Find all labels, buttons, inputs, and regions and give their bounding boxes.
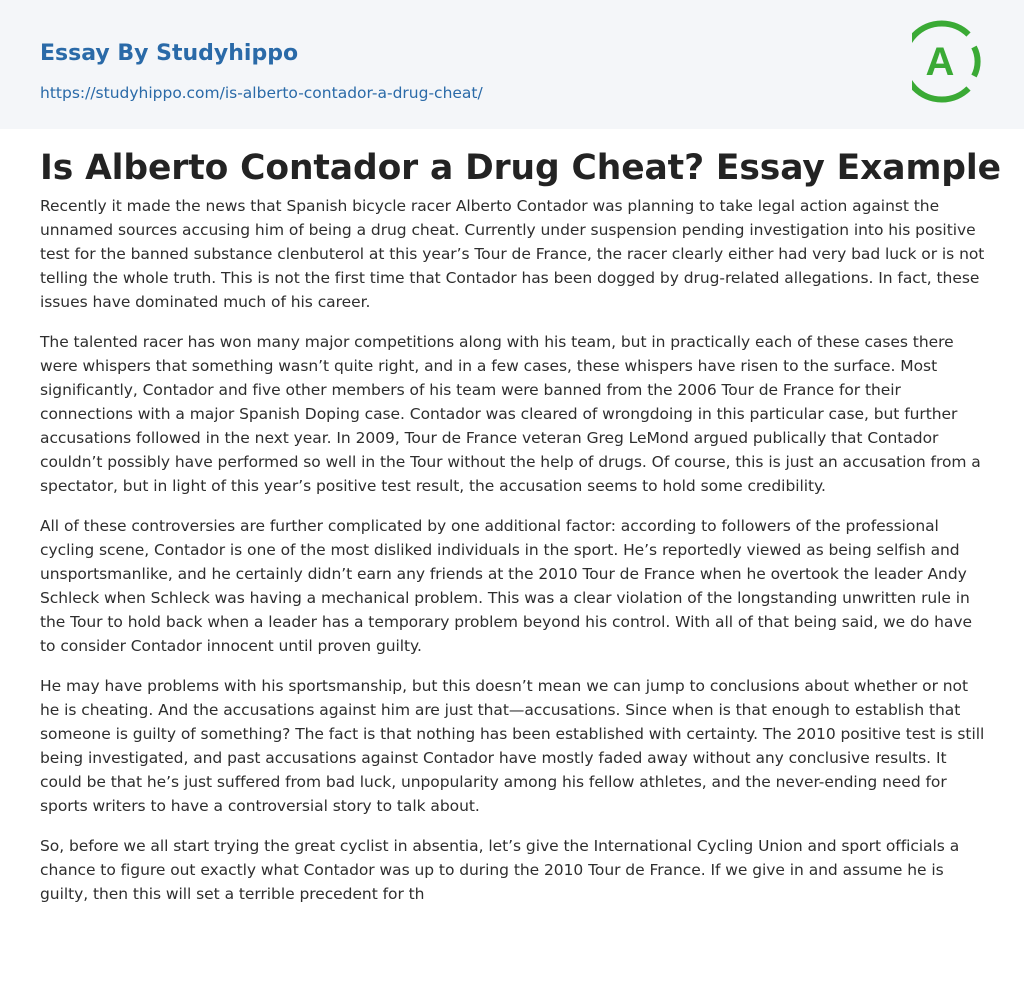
essay-paragraph: All of these controversies are further complicated by one additional factor: according to followers of the professional cycling scene, Contador is one of the most disliked individuals in the sport. He’s reportedly viewed as being selfish and unsportsmanlike, and he certainly didn’t earn any friends at the 2010 Tour de France when he overtook the leader Andy Schleck when Schleck was having a mechanical problem. This was a clear violation of the longstanding unwritten rule in the Tour to hold back when a leader has a temporary problem beyond his control. With all of that being said, we do have to consider Contador innocent until proven guilty. [40, 517, 972, 655]
essay-content [0, 129, 1024, 906]
essay-paragraph: The talented racer has won many major competitions along with his team, but in practically each of these cases there were whispers that something wasn’t quite right, and in a few cases, these whispers have risen to the surface. Most significantly, Contador and five other members of his team were banned from the 2006 Tour de France for their connections with a major Spanish Doping case. Contador was cleared of wrongdoing in this particular case, but further accusations followed in the next year. In 2009, Tour de France veteran Greg LeMond argued publically that Contador couldn’t possibly have performed so well in the Tour without the help of drugs. Of course, this is just an accusation from a spectator, but in light of this year’s positive test result, the accusation seems to hold some credibility. [40, 333, 981, 495]
essay-paragraph: He may have problems with his sportsmanship, but this doesn’t mean we can jump to conclusions about whether or not he is cheating. And the accusations against him are just that—accusations. Since when is that enough to establish that someone is guilty of something? The fact is that nothing has been established with certainty. The 2010 positive test is still being investigated, and past accusations against Contador have mostly faded away without any conclusive results. It could be that he’s just suffered from bad luck, unpopularity among his fellow athletes, and the never-ending need for sports writers to have a controversial story to talk about. [40, 677, 985, 815]
essay-paragraph: Recently it made the news that Spanish bicycle racer Alberto Contador was planning to take legal action against the unnamed sources accusing him of being a drug cheat. Currently under suspension pending investigation into his positive test for the banned substance clenbuterol at this year’s Tour de France, the racer clearly either had very bad luck or is not telling the whole truth. This is not the first time that Contador has been dogged by drug-related allegations. In fact, these issues have dominated much of his career. [40, 197, 985, 311]
essay-url-link[interactable]: https://studyhippo.com/is-alberto-contador-a-drug-cheat/ [40, 84, 483, 102]
essay-paragraph: So, before we all start trying the great cyclist in absentia, let’s give the International Cycling Union and sport officials a chance to figure out exactly what Contador was up to during the 2010 Tour de France. If we give in and assume he is guilty, then this will set a terrible precedent for th [40, 837, 960, 903]
logo-letter: A [925, 40, 955, 84]
essay-title: Is Alberto Contador a Drug Cheat? Essay Example [40, 148, 1001, 188]
site-brand[interactable]: Essay By Studyhippo [40, 41, 299, 66]
studyhippo-logo-icon[interactable] [912, 18, 988, 106]
site-header [0, 0, 1024, 129]
